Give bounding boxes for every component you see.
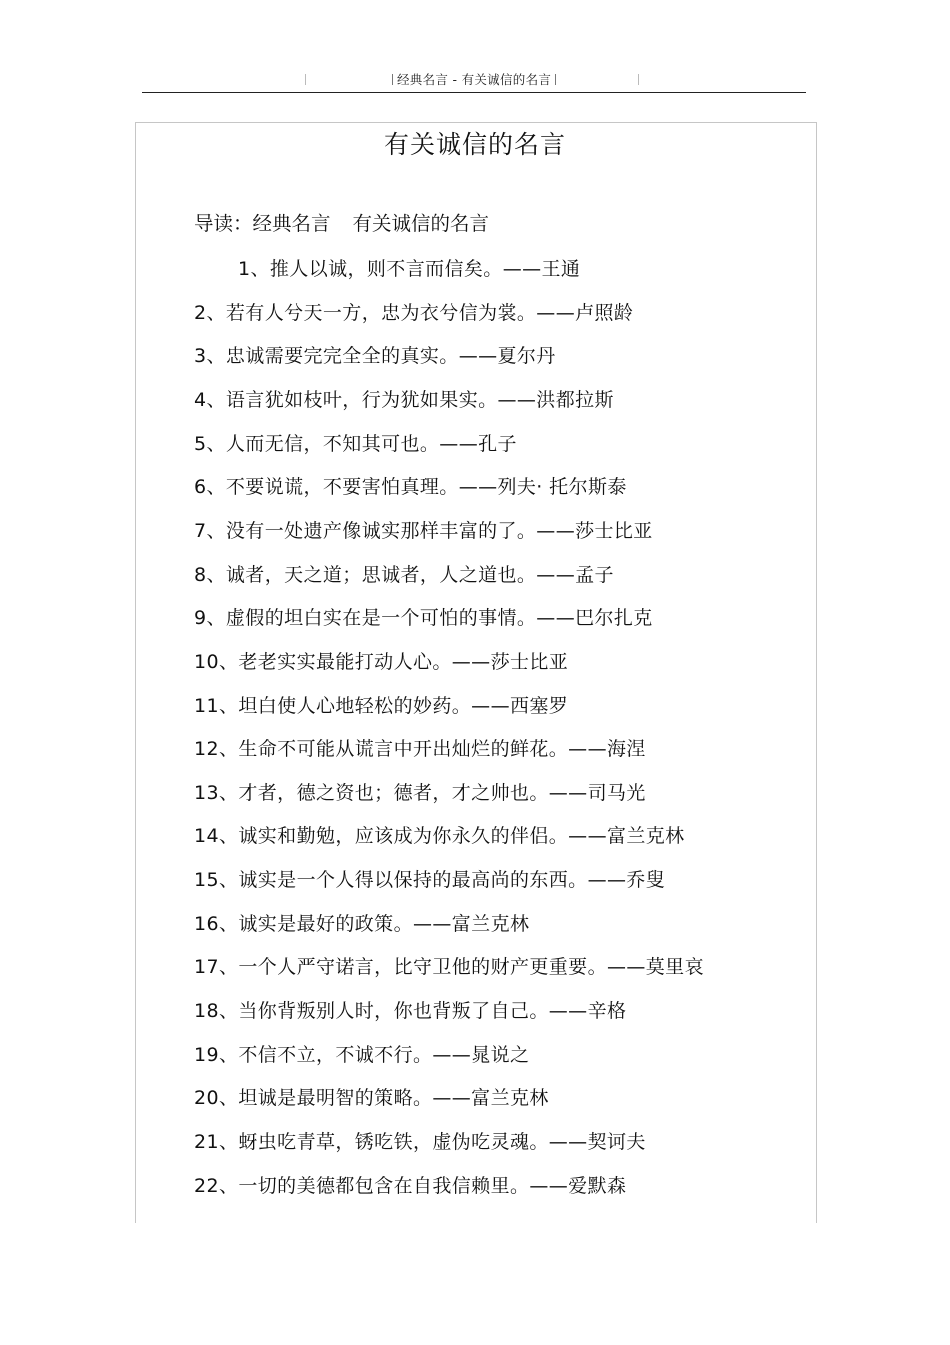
quote-item: 12、生命不可能从谎言中开出灿烂的鲜花。——海涅 bbox=[194, 738, 646, 761]
header-text-right: - 有关诚信的名言 bbox=[452, 72, 552, 87]
quote-item: 13、才者，德之资也；德者，才之帅也。——司马光 bbox=[194, 781, 646, 804]
quote-item: 9、虚假的坦白实在是一个可怕的事情。——巴尔扎克 bbox=[194, 607, 653, 630]
quote-item: 22、一切的美德都包含在自我信赖里。——爱默森 bbox=[194, 1174, 627, 1197]
header-text bbox=[388, 70, 560, 88]
quote-item: 6、不要说谎，不要害怕真理。——列夫· 托尔斯泰 bbox=[194, 476, 627, 499]
quote-item: 11、坦白使人心地轻松的妙药。——西塞罗 bbox=[194, 694, 569, 717]
quote-item: 19、不信不立，不诚不行。——晁说之 bbox=[194, 1043, 530, 1066]
quote-item: 8、诚者，天之道；思诚者，人之道也。——孟子 bbox=[194, 563, 614, 586]
page-title: 有关诚信的名言 bbox=[383, 130, 566, 159]
running-header bbox=[142, 66, 806, 93]
header-tick-mark bbox=[638, 74, 639, 85]
quote-item: 5、人而无信，不知其可也。——孔子 bbox=[194, 432, 517, 455]
header-divider bbox=[555, 74, 556, 85]
quote-item: 21、蚜虫吃青草，锈吃铁，虚伪吃灵魂。——契诃夫 bbox=[194, 1131, 646, 1153]
intro-line bbox=[194, 208, 489, 236]
quote-item: 10、老老实实最能打动人心。——莎士比亚 bbox=[194, 650, 569, 673]
quote-item: 15、诚实是一个人得以保持的最高尚的东西。——乔叟 bbox=[194, 869, 666, 892]
header-tick-mark bbox=[305, 74, 306, 85]
quote-item: 20、坦诚是最明智的策略。——富兰克林 bbox=[194, 1087, 549, 1110]
quote-item: 16、诚实是最好的政策。——富兰克林 bbox=[194, 912, 530, 935]
intro-label: 导读：经典名言 bbox=[194, 212, 331, 235]
quote-item: 18、当你背叛别人时，你也背叛了自己。——辛格 bbox=[194, 1000, 627, 1023]
intro-topic: 有关诚信的名言 bbox=[352, 212, 490, 235]
quote-item: 7、没有一处遗产像诚实那样丰富的了。——莎士比亚 bbox=[194, 519, 653, 542]
header-text-left: 经典名言 bbox=[397, 72, 449, 87]
quote-item: 4、语言犹如枝叶，行为犹如果实。——洪都拉斯 bbox=[194, 388, 614, 411]
header-divider bbox=[392, 74, 393, 85]
quote-item: 3、忠诚需要完完全全的真实。——夏尔丹 bbox=[194, 345, 556, 368]
quote-item: 17、一个人严守诺言，比守卫他的财产更重要。——莫里哀 bbox=[194, 956, 704, 979]
quote-item: 1、推人以诚，则不言而信矣。——王通 bbox=[238, 258, 581, 280]
quote-item: 14、诚实和勤勉，应该成为你永久的伴侣。——富兰克林 bbox=[194, 825, 685, 848]
quote-item: 2、若有人兮天一方，忠为衣兮信为裳。——卢照龄 bbox=[194, 301, 634, 324]
